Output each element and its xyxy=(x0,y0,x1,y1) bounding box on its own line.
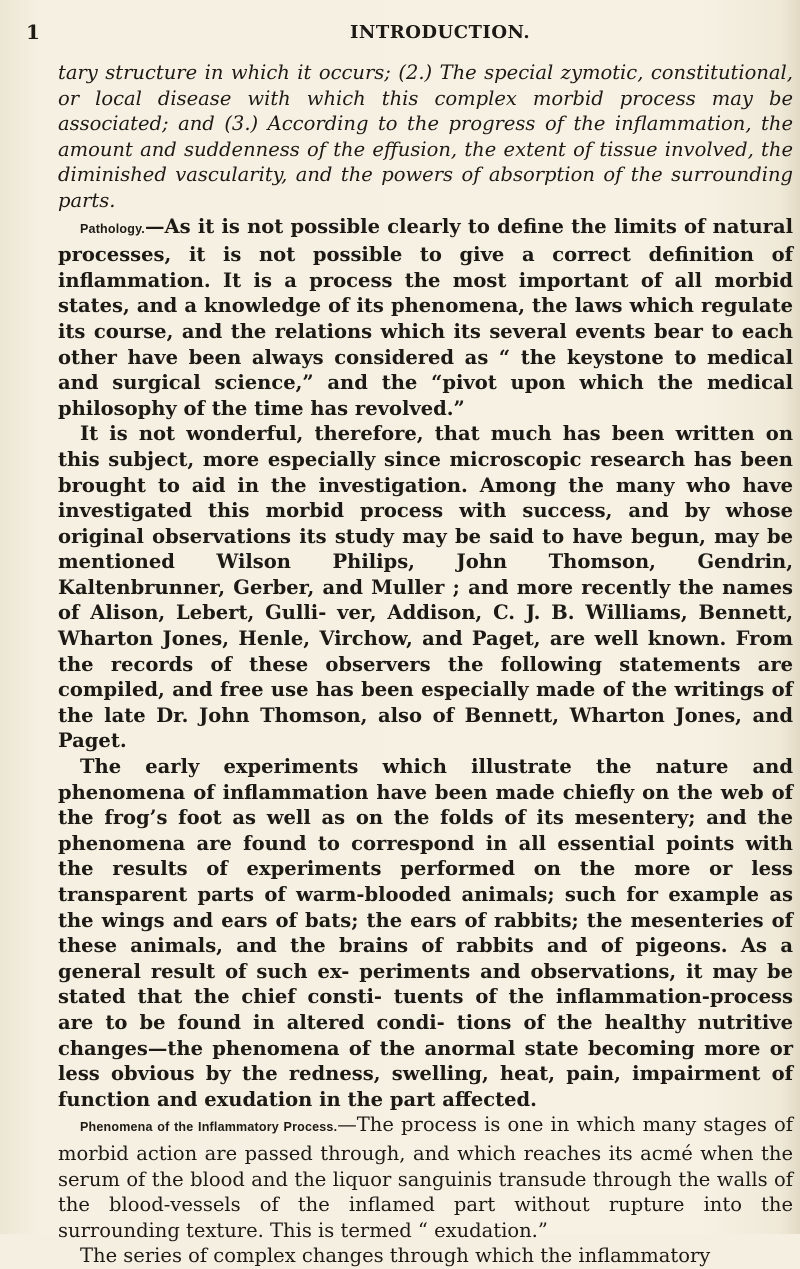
page-body xyxy=(58,60,793,1269)
experiments-paragraph: The early experiments which illustrate the nature and phenomena of inflammation have been made chiefly on the web of the frog’s foot as well as on the folds of its mesentery; and the phenomena are found to correspond in all essential points with the results of experiments performed on the more or less transparent parts of warm-blooded animals; such for example as the wings and ears of bats; the ears of rabbits; the mesenteries of these animals, and the brains of rabbits and of pigeons. As a general result of such ex- periments and observations, it may be stated that the chief consti- tuents of the inflammation-process are to be found in altered condi- tions of the healthy nutritive changes—the phenomena of the anormal state becoming more or less obvious by the redness, swelling, heat, pain, impairment of function and exudation in the part affected. xyxy=(58,755,793,1111)
phenomena-text: —The process is one in which many stages of morbid action are passed through, and which reaches its acmé when the serum of the blood and the liquor sanguinis transude through the walls of the blood-vessels of the inflamed part without rupture into the surrounding texture. This is termed “ exudation.” xyxy=(58,1113,793,1242)
opening-paragraph: tary structure in which it occurs; (2.) The special zymotic, constitutional, or local disease with which this complex morbid process may be associated; and (3.) According to the progress of the inflammation, the amount and suddenness of the effusion, the extent of tissue involved, the diminished vascularity, and the powers of absorption of the surrounding parts. xyxy=(58,61,793,212)
pathology-paragraph xyxy=(58,214,793,422)
phenomena-paragraph xyxy=(58,1112,793,1243)
page-number: 1 xyxy=(26,20,40,44)
pathology-sidehead: Pathology. xyxy=(80,221,145,236)
phenomena-sidehead: Phenomena of the Inflammatory Process. xyxy=(80,1120,338,1135)
running-title: INTRODUCTION. xyxy=(350,22,531,43)
pathology-text: —As it is not possible clearly to define the limits of natural processes, it is not possible to give a correct definition of inflammation. It is a process the most important of all morbid states, and a knowledge of its phenomena, the laws which regulate its course, and the relations which its several events bear to each other have been always considered as “ the keystone to medical and surgical science,” and the “pivot upon which the medical philosophy of the time has revolved.” xyxy=(58,214,793,420)
closing-paragraph: The series of complex changes through which the inflammatory xyxy=(80,1244,711,1268)
history-paragraph: It is not wonderful, therefore, that much has been written on this subject, more especially since microscopic research has been brought to aid in the investigation. Among the many who have investigated this morbid process with success, and by whose original observations its study may be said to have begun, may be mentioned Wilson Philips, John Thomson, Gendrin, Kaltenbrunner, Gerber, and Muller ; and more recently the names of Alison, Lebert, Gulli- ver, Addison, C. J. B. Williams, Bennett, Wharton Jones, Henle, Virchow, and Paget, are well known. From the records of these observers the following statements are compiled, and free use has been especially made of the writings of the late Dr. John Thomson, also of Bennett, Wharton Jones, and Paget. xyxy=(58,422,793,753)
